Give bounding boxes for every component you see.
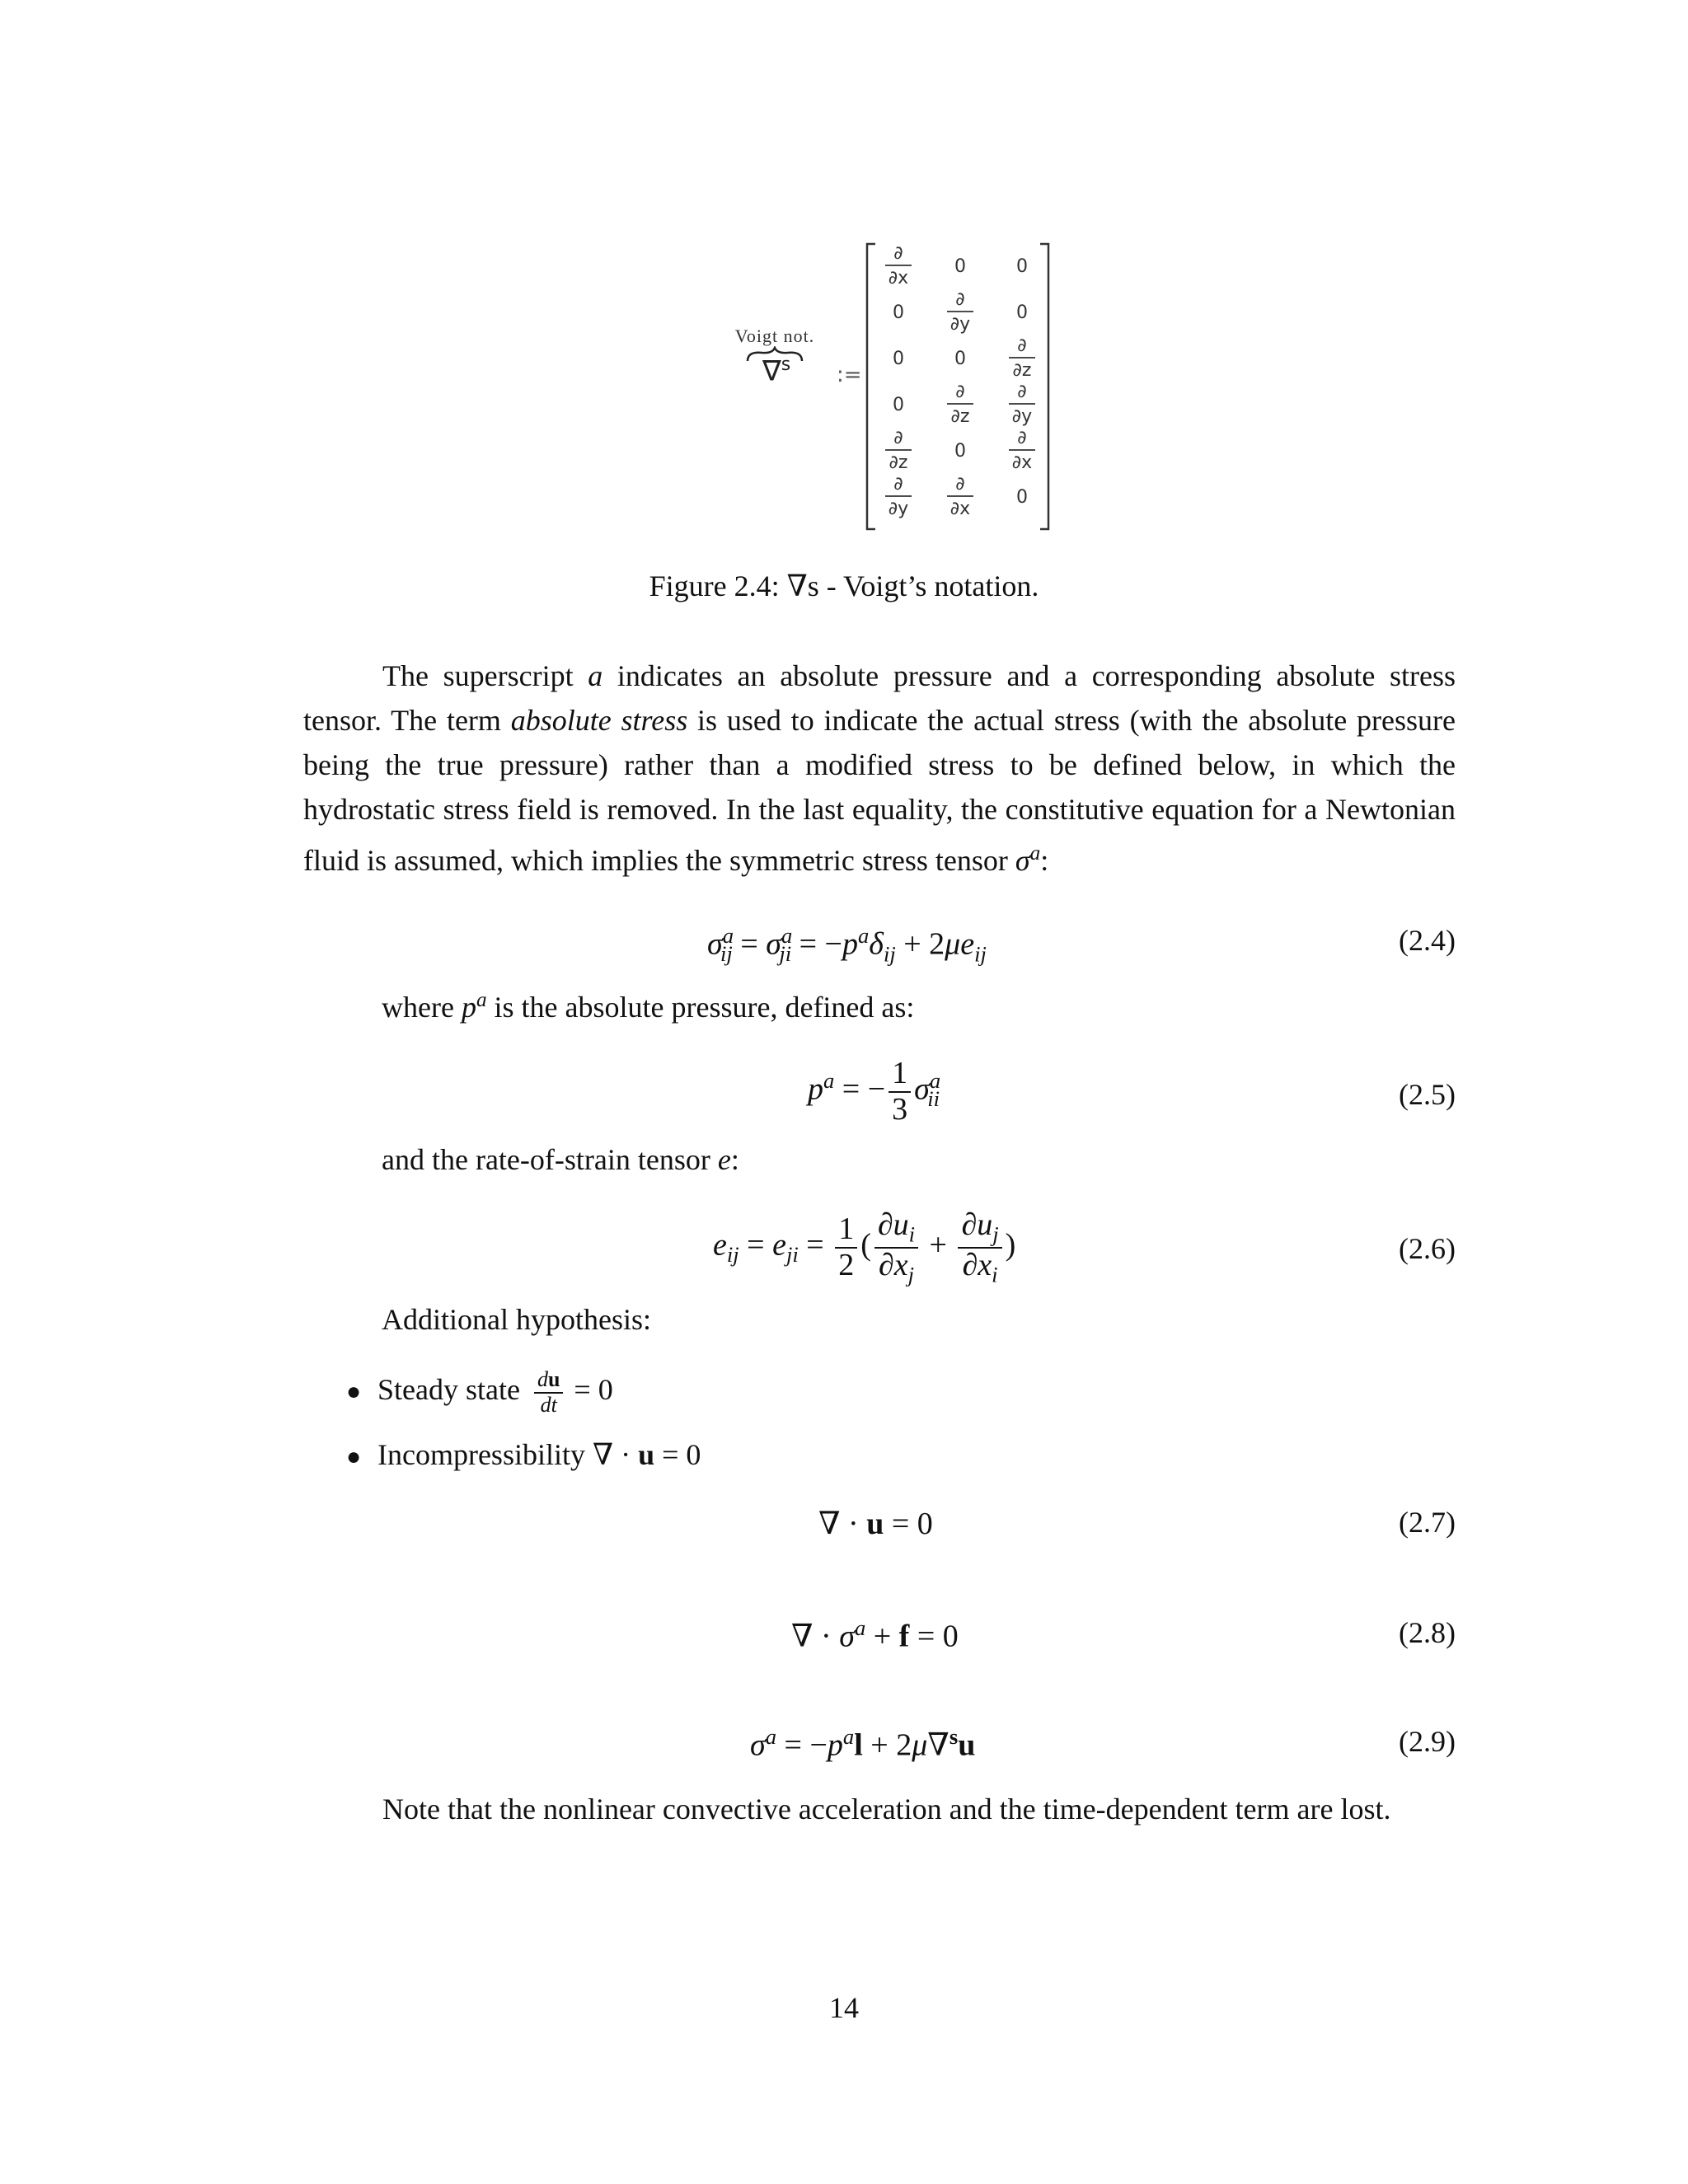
equation-2-9-body: $\sigma^a = -p^al + 2\mu\nabla^su$	[750, 1724, 976, 1763]
matrix-denominator: ∂z	[889, 452, 908, 473]
matrix-cell-2-0	[893, 349, 904, 369]
bullet-icon: ●	[346, 1443, 362, 1470]
equation-number: (2.9)	[1399, 1725, 1456, 1758]
matrix-denominator: ∂z	[950, 406, 970, 427]
equation-2-7-body: ∇ · u = 0	[818, 1507, 933, 1541]
text-rate-of-strain: and the rate-of-strain tensor e:	[382, 1143, 739, 1176]
matrix-denominator: ∂x	[950, 499, 971, 519]
list-item-incompressibility: ● Incompressibility ∇ · u = 0	[346, 1438, 701, 1471]
matrix-cell-5-2	[1016, 487, 1028, 508]
text-where-pa: where $p^a$ is the absolute pressure, defined as:	[382, 989, 915, 1024]
figure-caption: Figure 2.4: ∇s - Voigt’s notation.	[649, 569, 1039, 602]
matrix-cell-4-2	[1009, 428, 1035, 473]
equation-2-5-body: $p^a$ = − $\frac{1}{3}$ $\sigma^a_{ii}$	[808, 1056, 941, 1127]
paragraph-note-lost-terms: Note that the nonlinear convective acceleration and the time-dependent term are lost.	[382, 1793, 1391, 1825]
equation-2-4-body: $\sigma^a_{ij} = \sigma^a_{ji} = -p^a\delta_{ij} + 2\mu e_{ij}$	[707, 923, 987, 967]
matrix-denominator: ∂z	[1012, 360, 1032, 381]
matrix-numerator: ∂	[955, 289, 965, 310]
matrix-numerator: ∂	[1017, 428, 1027, 448]
matrix-cell-0-2	[1016, 256, 1028, 277]
voigt-label: Voigt not.	[734, 326, 815, 346]
matrix-cell-1-2	[1016, 302, 1028, 323]
matrix-value: 0	[893, 349, 904, 369]
hypothesis-list	[346, 1368, 701, 1507]
matrix-cell-0-0	[885, 243, 912, 288]
matrix-value: 0	[893, 395, 904, 415]
matrix-numerator: ∂	[955, 474, 965, 494]
equation-number: (2.4)	[1399, 924, 1456, 957]
matrix-value: 0	[1016, 302, 1028, 323]
matrix-value: 0	[954, 441, 966, 462]
equation-number: (2.6)	[1399, 1232, 1456, 1265]
matrix-cell-3-0	[893, 395, 904, 415]
matrix-value: 0	[893, 302, 904, 323]
matrix-cell-2-1	[954, 349, 966, 369]
matrix-numerator: ∂	[893, 474, 903, 494]
matrix-cell-4-1	[954, 441, 966, 462]
matrix-cell-1-1	[947, 289, 973, 335]
matrix-value: 0	[954, 256, 966, 277]
matrix-denominator: ∂y	[1011, 406, 1033, 427]
nabla-s-operator: ∇$^s$	[762, 354, 791, 388]
matrix-cell-2-2	[1009, 335, 1035, 381]
matrix-numerator: ∂	[955, 382, 965, 402]
matrix-numerator: ∂	[1017, 335, 1027, 356]
voigt-matrix	[857, 231, 1055, 544]
emphasis-absolute-stress: absolute stress	[510, 704, 688, 737]
matrix-denominator: ∂y	[950, 314, 971, 335]
matrix-denominator: ∂x	[1011, 452, 1033, 473]
matrix-cell-4-0	[885, 428, 912, 473]
matrix-numerator: ∂	[893, 428, 903, 448]
matrix-denominator: ∂y	[888, 499, 909, 519]
equation-2-8-body: ∇ · $\sigma^a + f = 0$	[791, 1615, 959, 1654]
equation-number: (2.7)	[1399, 1506, 1456, 1539]
matrix-value: 0	[1016, 256, 1028, 277]
matrix-denominator: ∂x	[888, 268, 909, 288]
list-item-steady-state: ● Steady state $\frac{du}{dt}$ = 0	[346, 1367, 613, 1417]
matrix-cell-5-1	[947, 474, 973, 519]
matrix-cell-0-1	[954, 256, 966, 277]
matrix-cell-1-0	[893, 302, 904, 323]
equation-number: (2.8)	[1399, 1616, 1456, 1649]
figure-voigt-notation	[0, 231, 1688, 602]
matrix-cell-5-0	[885, 474, 912, 519]
matrix-cell-3-1	[947, 382, 973, 427]
matrix-numerator: ∂	[893, 243, 903, 264]
bullet-icon: ●	[346, 1377, 362, 1405]
matrix-cell-3-2	[1009, 382, 1035, 427]
matrix-value: 0	[1016, 487, 1028, 508]
equation-number: (2.5)	[1399, 1078, 1456, 1111]
text-additional-hypothesis: Additional hypothesis:	[382, 1303, 651, 1336]
matrix-value: 0	[954, 349, 966, 369]
equation-2-6-body: $e_{ij} = e_{ji}$ = $\frac{1}{2}$ ( $\frac{\partial u_i}{\partial x_j}$ + $\frac{\partial u_j}{\partial x_i}$ )	[713, 1207, 1016, 1287]
page-number: 14	[829, 1991, 859, 2024]
paragraph-absolute-stress: The superscript a indicates an absolute pressure and a corresponding absolute stress tensor. The term absolute stress is used to indicate the actual stress (with the absolute pressure being the true pressure) rather than a modified stress to be defined below, in which the hydrostatic stress field is removed. In the last equality, the constitutive equation for a Newtonian fluid is assumed, which implies the symmetric stress tensor $\sigma^a$:	[303, 659, 1456, 877]
assign-symbol: :=	[837, 363, 862, 387]
matrix-numerator: ∂	[1017, 382, 1027, 402]
